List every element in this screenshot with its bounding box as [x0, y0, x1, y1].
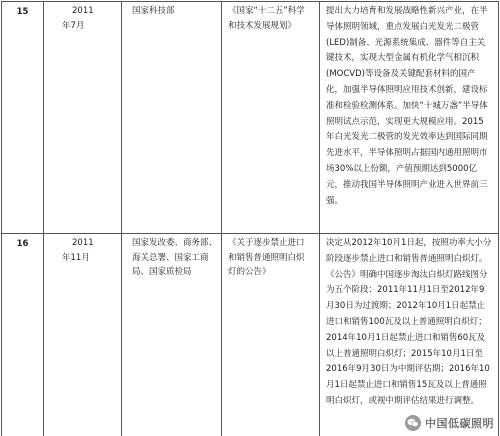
row-content: [320, 234, 499, 436]
watermark-text: 中国低碳照明: [425, 417, 494, 430]
watermark: [405, 415, 494, 431]
row-date: [44, 234, 122, 436]
row-number: 15: [2, 2, 44, 234]
row-month: 年11月: [62, 252, 90, 263]
row-content: [320, 2, 499, 234]
policy-table: [1, 1, 499, 436]
row-content-text: 决定从2012年10月1日起，按照功率大小分阶段逐步禁止进口和销售普通照明白炽灯。《公告》明确中国逐步淘汰白炽灯路线图分为五个阶段：2011年11月1日至2012年9月30日为过渡期；2012年10月1日起禁止进口和销售100瓦及以上普通照明白炽灯；2014年10月1日起禁止进口和销售60瓦及以上普通照明白炽灯；2015年10月1日至2016年9月30日为中期评估期；2016年10月1日起禁止进口和销售15瓦及以上普通照明白炽灯，或视中期评估结果进行调整。: [326, 238, 492, 406]
table-row: [2, 234, 499, 436]
row-date: [44, 2, 122, 234]
table-row: [2, 2, 499, 234]
row-department: 国家发改委、商务部、海关总署、国家工商局、国家质检局: [122, 234, 222, 436]
row-content-text: 提出大力培育和发展战略性新兴产业，在半导体照明领域，重点发展白光发光二极管(LED)制备、光源系统集成、器件等自主关键技术，实现大型金属有机化学气相沉积(MOCVD)等设备及关键配套材料的国产化，加强半导体照明应用技术创新，建设标准和检验检测体系。加快“十城万盏”半导体照明试点示范，实现更大规模应用。2015年白光发光二极管的发光效率达到国际同期先进水平，半导体照明占据国内通用照明市场30%以上份额，产值预期达到5000亿元，推动我国半导体照明产业进入世界前三强。: [326, 6, 488, 206]
row-year: 2011: [72, 6, 94, 16]
row-document-title: 《国家“十二五”科学和技术发展规划》: [222, 2, 320, 234]
wechat-logo-icon: [405, 415, 421, 431]
row-document-title: 《关于逐步禁止进口和销售普通照明白炽灯的公告》: [222, 234, 320, 436]
row-year: 2011: [72, 238, 94, 248]
row-department: 国家科技部: [122, 2, 222, 234]
row-number: 16: [2, 234, 44, 436]
row-month: 年7月: [62, 20, 85, 31]
